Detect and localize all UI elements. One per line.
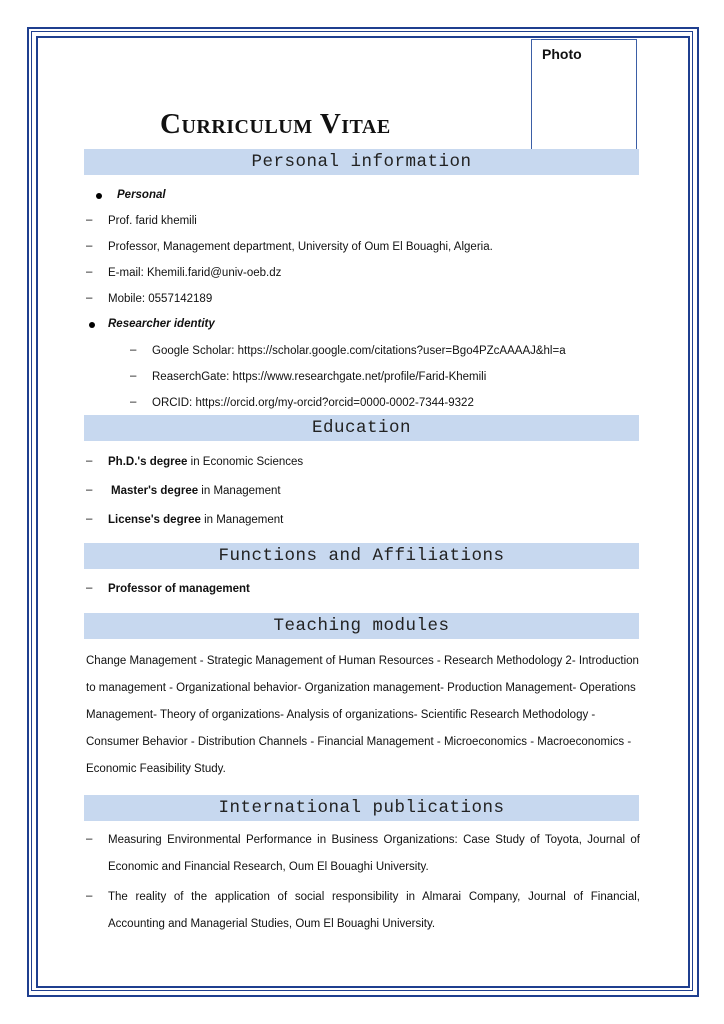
education-item [111,485,281,497]
section-functions-affiliations: Functions and Affiliations [84,543,639,569]
researchgate-link: ReaserchGate: https://www.researchgate.net/profile/Farid-Khemili [152,371,487,383]
teaching-modules-text: Change Management - Strategic Management of Human Resources - Research Methodology 2- Introduction to management - Organizational behavior- Organization management- Production Management- Operations Management- Theory of organizations- Analysis of organizations- Scientific Research Methodology - Consumer Behavior - Distribution Channels - Financial Management - Microeconomics - Macroeconomics - Economic Feasibility Study. [86,655,639,775]
degree-name: Ph.D.'s degree [108,456,188,468]
cv-title: Curriculum Vitae [160,108,391,140]
dash-icon: – [86,292,93,304]
dash-icon: – [86,484,93,496]
education-item [108,514,283,526]
researcher-heading: Researcher identity [108,318,215,330]
photo-box [531,39,637,151]
photo-label: Photo [542,46,582,62]
section-international-publications: International publications [84,795,639,821]
publication-item: The reality of the application of social responsibility in Almarai Company, Journal of Financial, Accounting and Managerial Studies, Oum El Bouaghi University. [108,891,640,930]
bullet-icon [89,322,95,328]
degree-name: Master's degree [111,485,199,497]
section-education: Education [84,415,639,441]
dash-icon: – [86,833,93,845]
dash-icon: – [130,370,137,382]
dash-icon: – [86,266,93,278]
dash-icon: – [86,513,93,525]
bullet-icon [96,193,102,199]
function-item: Professor of management [108,583,250,595]
dash-icon: – [86,240,93,252]
dash-icon: – [130,344,137,356]
publication-item: Measuring Environmental Performance in Business Organizations: Case Study of Toyota, Journal of Economic and Financial Research, Oum El Bouaghi University. [108,834,640,873]
degree-field: in Economic Sciences [187,456,304,468]
personal-position: Professor, Management department, University of Oum El Bouaghi, Algeria. [108,241,493,253]
section-teaching-modules: Teaching modules [84,613,639,639]
dash-icon: – [86,890,93,902]
personal-heading: Personal [117,189,166,201]
google-scholar-link: Google Scholar: https://scholar.google.com/citations?user=Bgo4PZcAAAAJ&hl=a [152,345,566,357]
dash-icon: – [86,582,93,594]
dash-icon: – [130,396,137,408]
orcid-link: ORCID: https://orcid.org/my-orcid?orcid=0000-0002-7344-9322 [152,397,474,409]
education-item [108,456,303,468]
personal-email: E-mail: Khemili.farid@univ-oeb.dz [108,267,282,279]
degree-field: in Management [200,514,284,526]
dash-icon: – [86,455,93,467]
personal-name: Prof. farid khemili [108,215,197,227]
dash-icon: – [86,214,93,226]
personal-mobile: Mobile: 0557142189 [108,293,213,305]
degree-field: in Management [198,485,281,497]
section-personal-information: Personal information [84,149,639,175]
degree-name: License's degree [108,514,201,526]
